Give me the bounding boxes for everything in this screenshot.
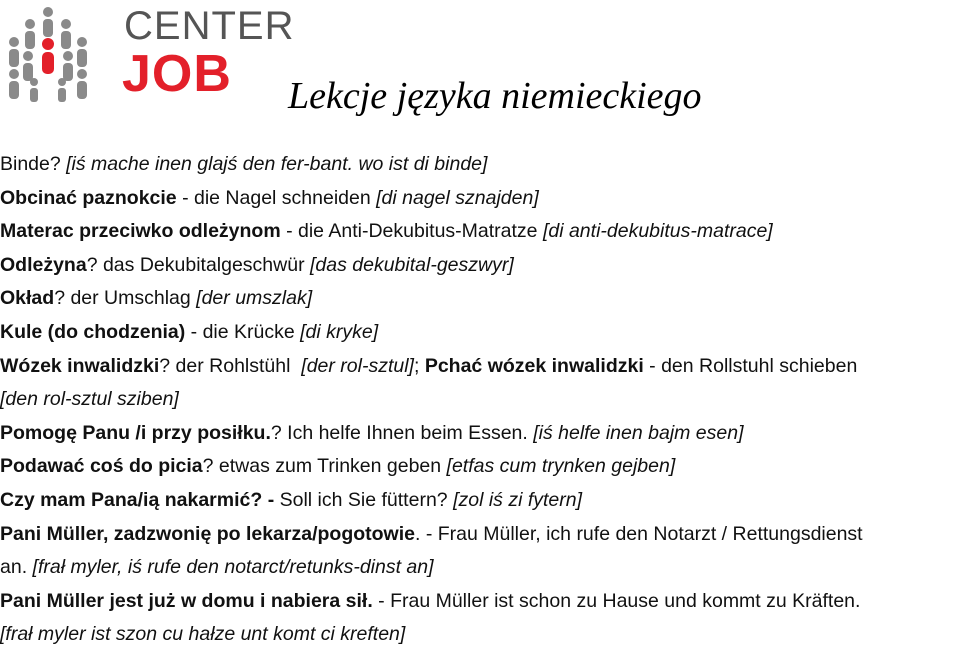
- pronunciation-text: [frał myler, iś rufe den notarct/retunks-dinst an]: [32, 556, 434, 579]
- center-job-logo: [6, 4, 295, 104]
- plain-text: ? Ich helfe Ihnen beim Essen.: [270, 421, 534, 444]
- pronunciation-text: [di kryke]: [300, 320, 379, 343]
- text-line: [0, 316, 960, 350]
- plain-text: ? der Umschlag: [54, 287, 197, 310]
- text-line: [0, 383, 960, 417]
- polish-term: Pani Müller, zadzwonię po lekarza/pogotowie: [0, 522, 415, 545]
- text-line: [0, 182, 960, 216]
- polish-term: Materac przeciwko odleżynom: [0, 220, 281, 243]
- pronunciation-text: [das dekubital-geszwyr]: [310, 253, 514, 276]
- pronunciation-text: [der rol-sztul]: [301, 354, 414, 377]
- text-line: [0, 518, 960, 552]
- pronunciation-text: [der umszlak]: [196, 287, 313, 310]
- polish-term: Obcinać paznokcie: [0, 186, 177, 209]
- pronunciation-text: [iś mache inen glajś den fer-bant. wo ist di binde]: [66, 153, 488, 175]
- polish-term: Pomogę Panu /i przy posiłku.: [0, 421, 271, 444]
- text-line: [0, 585, 960, 619]
- polish-term: Pani Müller jest już w domu i nabiera sił.: [0, 589, 373, 612]
- plain-text: - die Nagel schneiden: [176, 186, 377, 209]
- polish-term: Pchać wózek inwalidzki: [424, 354, 644, 377]
- logo-word-job: JOB: [122, 45, 232, 103]
- logo-word-center: CENTER: [124, 4, 295, 48]
- plain-text: ? der Rohlstühl: [159, 354, 302, 377]
- text-line: [0, 618, 960, 652]
- vocabulary-list: [0, 148, 960, 652]
- plain-text: . - Frau Müller, ich rufe den Notarzt / Rettungsdienst: [414, 522, 863, 545]
- plain-text: ? etwas zum Trinken geben: [202, 455, 447, 478]
- people-group-icon: [6, 4, 116, 104]
- plain-text: Binde?: [0, 153, 67, 175]
- pronunciation-text: [etfas cum trynken gejben]: [446, 455, 676, 478]
- text-line: [0, 249, 960, 283]
- page-title: Lekcje języka niemieckiego: [288, 75, 702, 117]
- text-line: [0, 450, 960, 484]
- polish-term: Kule (do chodzenia): [0, 320, 186, 343]
- plain-text: an.: [0, 556, 33, 579]
- pronunciation-text: [di anti-dekubitus-matrace]: [542, 220, 773, 243]
- plain-text: - den Rollstuhl schieben: [643, 354, 858, 377]
- plain-text: - die Krücke: [185, 320, 301, 343]
- pronunciation-text: [frał myler ist szon cu hałze unt komt ci kreften]: [0, 623, 406, 646]
- pronunciation-text: [iś helfe inen bajm esen]: [533, 421, 744, 444]
- plain-text: ? das Dekubitalgeschwür: [86, 253, 310, 276]
- polish-term: Podawać coś do picia: [0, 455, 203, 478]
- text-line: [0, 148, 960, 182]
- text-line: [0, 417, 960, 451]
- text-line: [0, 551, 960, 585]
- polish-term: Wózek inwalidzki: [0, 354, 160, 377]
- plain-text: - die Anti-Dekubitus-Matratze: [280, 220, 543, 243]
- pronunciation-text: [den rol-sztul sziben]: [0, 388, 179, 411]
- polish-term: Czy mam Pana/ią nakarmić? -: [0, 488, 280, 511]
- polish-term: Okład: [0, 287, 55, 310]
- text-line: [0, 350, 960, 384]
- plain-text: Soll ich Sie füttern?: [279, 488, 454, 511]
- text-line: [0, 484, 960, 518]
- plain-text: ;: [413, 354, 425, 377]
- text-line: [0, 282, 960, 316]
- polish-term: Odleżyna: [0, 253, 87, 276]
- pronunciation-text: [zol iś zi fytern]: [453, 488, 583, 511]
- pronunciation-text: [di nagel sznajden]: [376, 186, 539, 209]
- text-line: [0, 215, 960, 249]
- plain-text: - Frau Müller ist schon zu Hause und kommt zu Kräften.: [372, 589, 861, 612]
